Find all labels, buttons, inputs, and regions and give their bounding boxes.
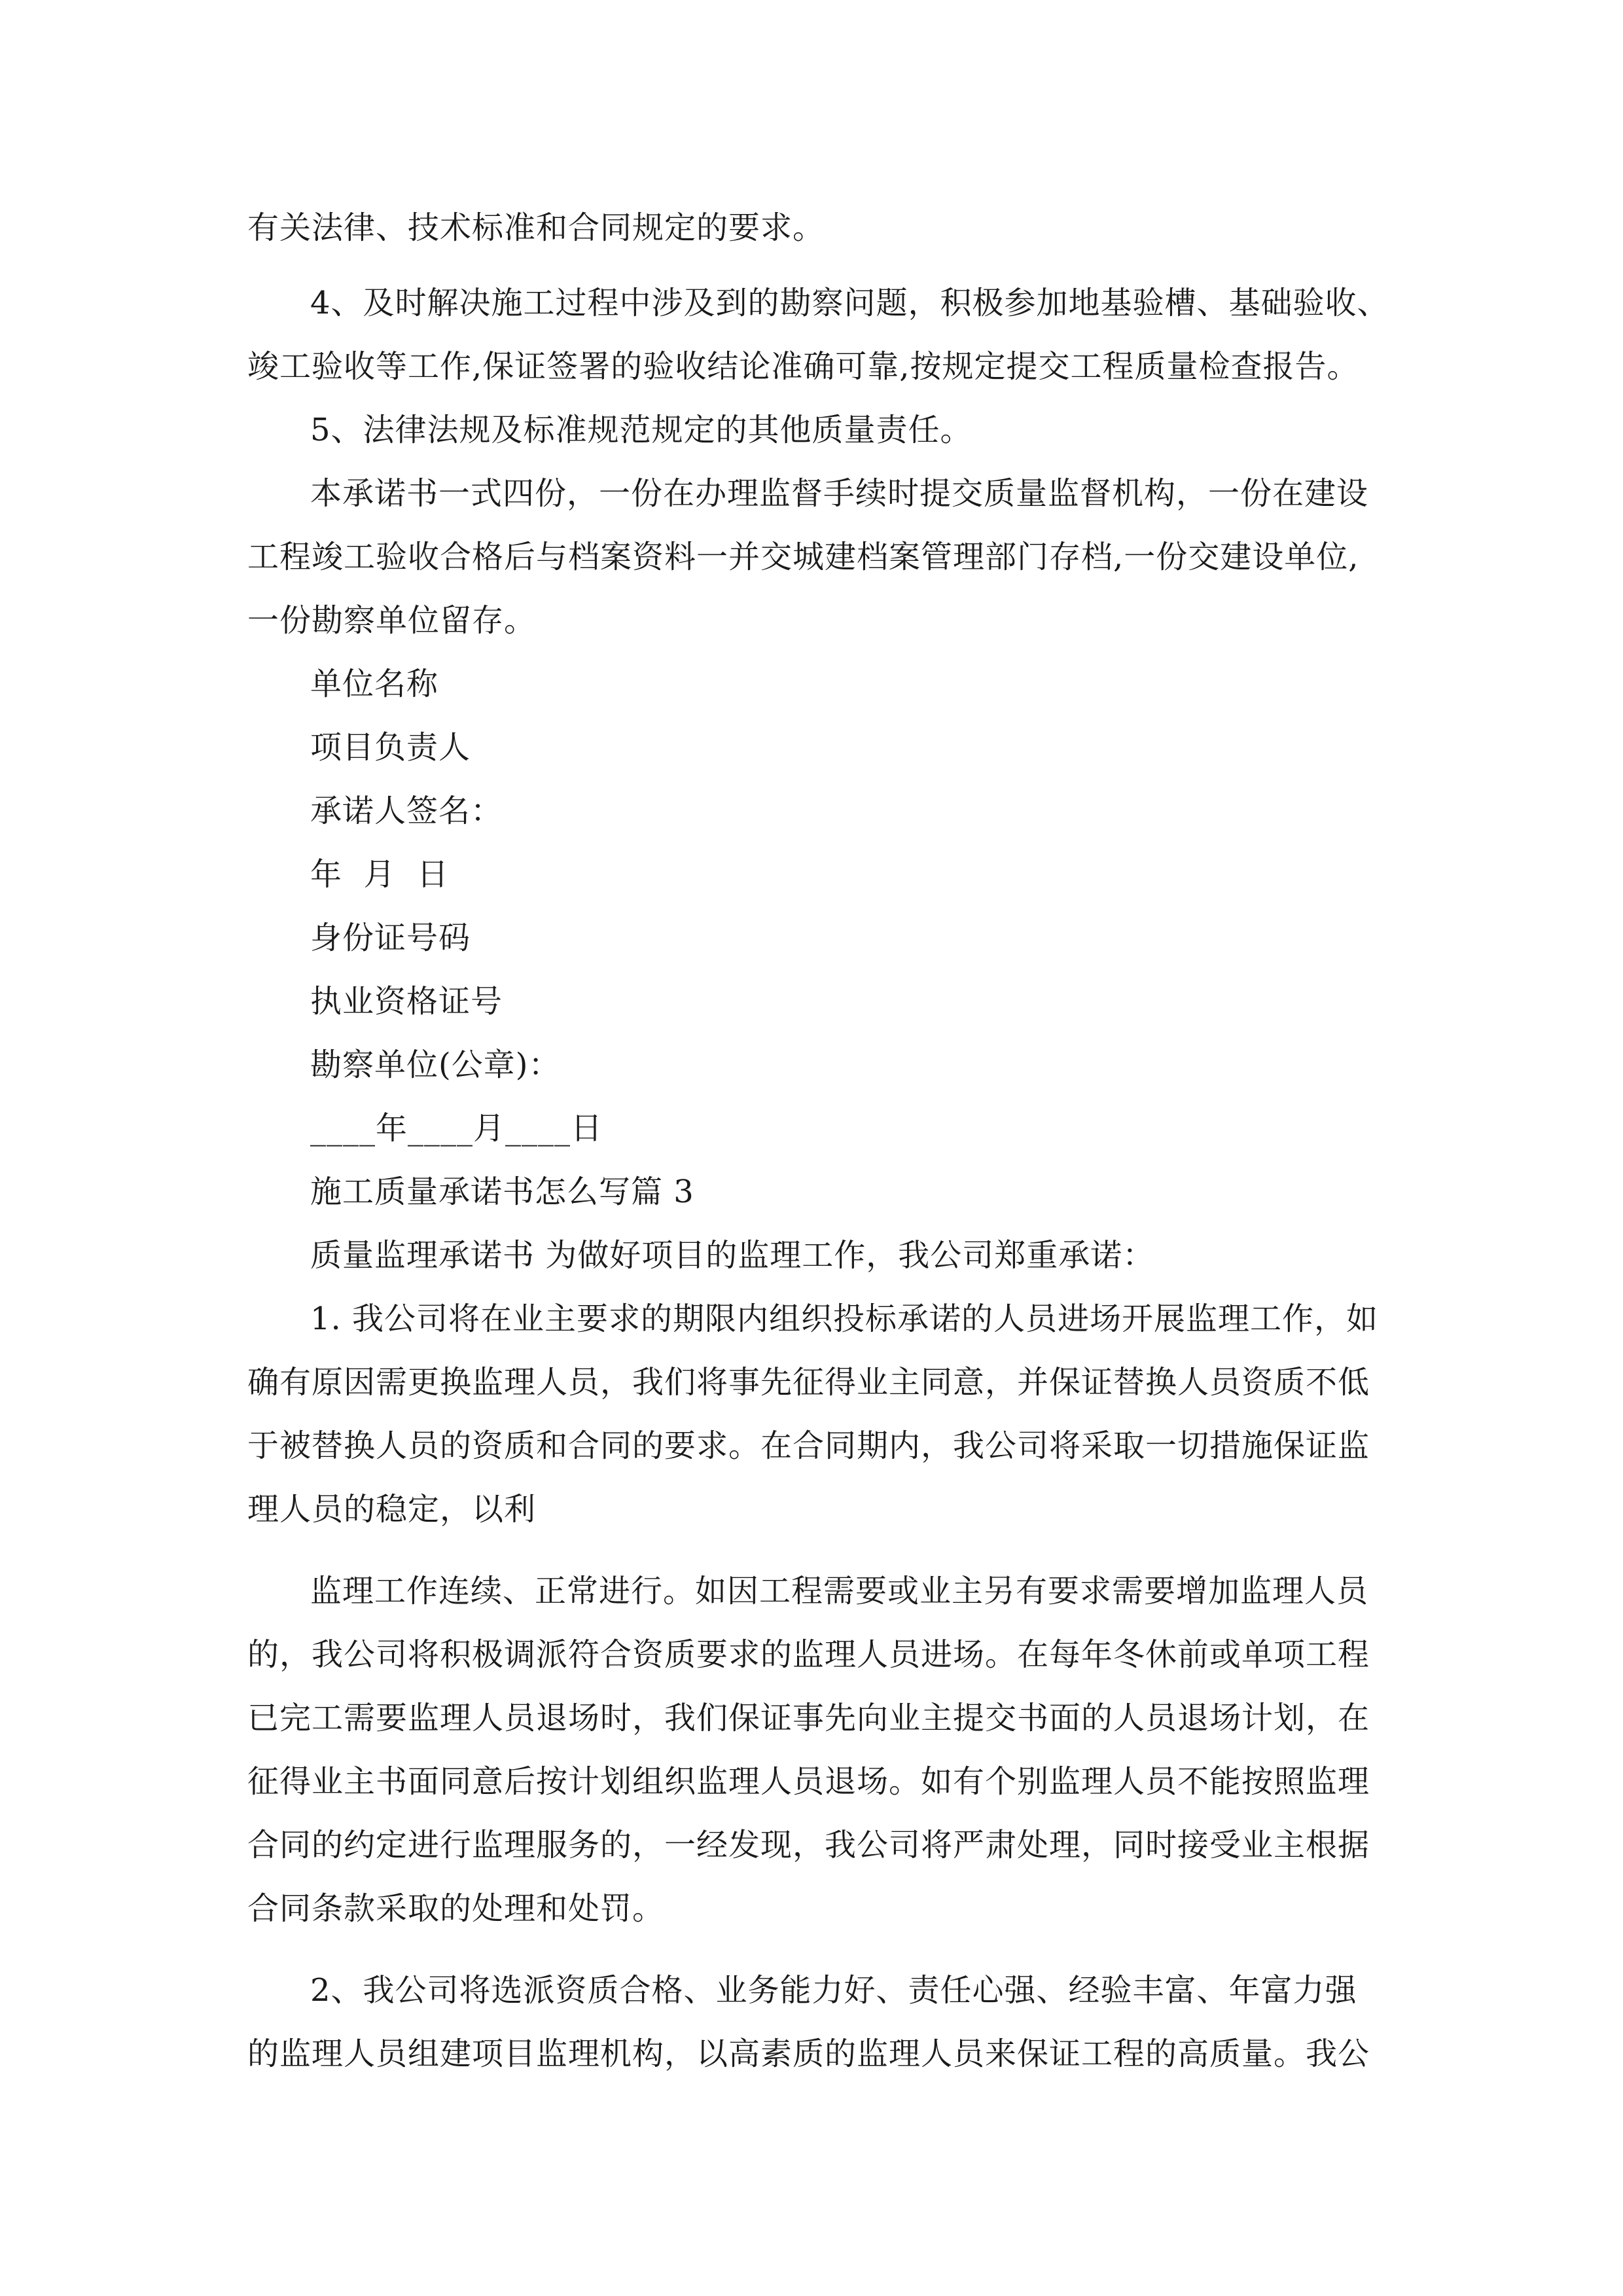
text-line: 4、及时解决施工过程中涉及到的勘察问题，积极参加地基验槽、基础验收、: [310, 285, 1389, 321]
text-line: 一份勘察单位留存。: [247, 602, 537, 639]
text-line: 确有原因需更换监理人员，我们将事先征得业主同意，并保证替换人员资质不低: [247, 1364, 1370, 1401]
text-line: 项目负责人: [310, 729, 471, 766]
text-line: 本承诺书一式四份，一份在办理监督手续时提交质量监督机构，一份在建设: [310, 475, 1369, 512]
text-line: 于被替换人员的资质和合同的要求。在合同期内，我公司将采取一切措施保证监: [247, 1427, 1370, 1464]
section-heading: 施工质量承诺书怎么写篇 3: [310, 1174, 694, 1210]
text-line: 年 月 日: [310, 856, 450, 893]
text-line: 单位名称: [310, 666, 439, 702]
text-line: 合同条款采取的处理和处罚。: [247, 1890, 665, 1927]
text-line: 2、我公司将选派资质合格、业务能力好、责任心强、经验丰富、年富力强: [310, 1972, 1357, 2009]
text-line: 的，我公司将积极调派符合资质要求的监理人员进场。在每年冬休前或单项工程: [247, 1636, 1370, 1673]
text-line: 5、法律法规及标准规范规定的其他质量责任。: [310, 412, 972, 448]
text-line: 1. 我公司将在业主要求的期限内组织投标承诺的人员进场开展监理工作，如: [310, 1300, 1379, 1337]
text-line: 质量监理承诺书 为做好项目的监理工作，我公司郑重承诺：: [310, 1237, 1155, 1274]
text-line: 有关法律、技术标准和合同规定的要求。: [247, 209, 825, 246]
text-line: 工程竣工验收合格后与档案资料一并交城建档案管理部门存档,一份交建设单位,: [247, 539, 1359, 575]
text-line: 合同的约定进行监理服务的，一经发现，我公司将严肃处理，同时接受业主根据: [247, 1827, 1370, 1863]
text-line: 监理工作连续、正常进行。如因工程需要或业主另有要求需要增加监理人员: [310, 1573, 1369, 1609]
text-line: 执业资格证号: [310, 983, 503, 1020]
text-line: 的监理人员组建项目监理机构，以高素质的监理人员来保证工程的高质量。我公: [247, 2036, 1370, 2072]
text-line: 承诺人签名：: [310, 793, 503, 829]
text-line: 身份证号码: [310, 920, 471, 956]
document-page: [247, 196, 1389, 2086]
text-line: 勘察单位(公章)：: [310, 1047, 561, 1083]
text-line: 已完工需要监理人员退场时，我们保证事先向业主提交书面的人员退场计划，在: [247, 1700, 1370, 1736]
text-line: 竣工验收等工作,保证签署的验收结论准确可靠,按规定提交工程质量检查报告。: [247, 348, 1359, 385]
text-line: ____年____月____日: [310, 1110, 603, 1147]
text-line: 征得业主书面同意后按计划组织监理人员退场。如有个别监理人员不能按照监理: [247, 1763, 1370, 1800]
text-line: 理人员的稳定，以利: [247, 1491, 537, 1528]
